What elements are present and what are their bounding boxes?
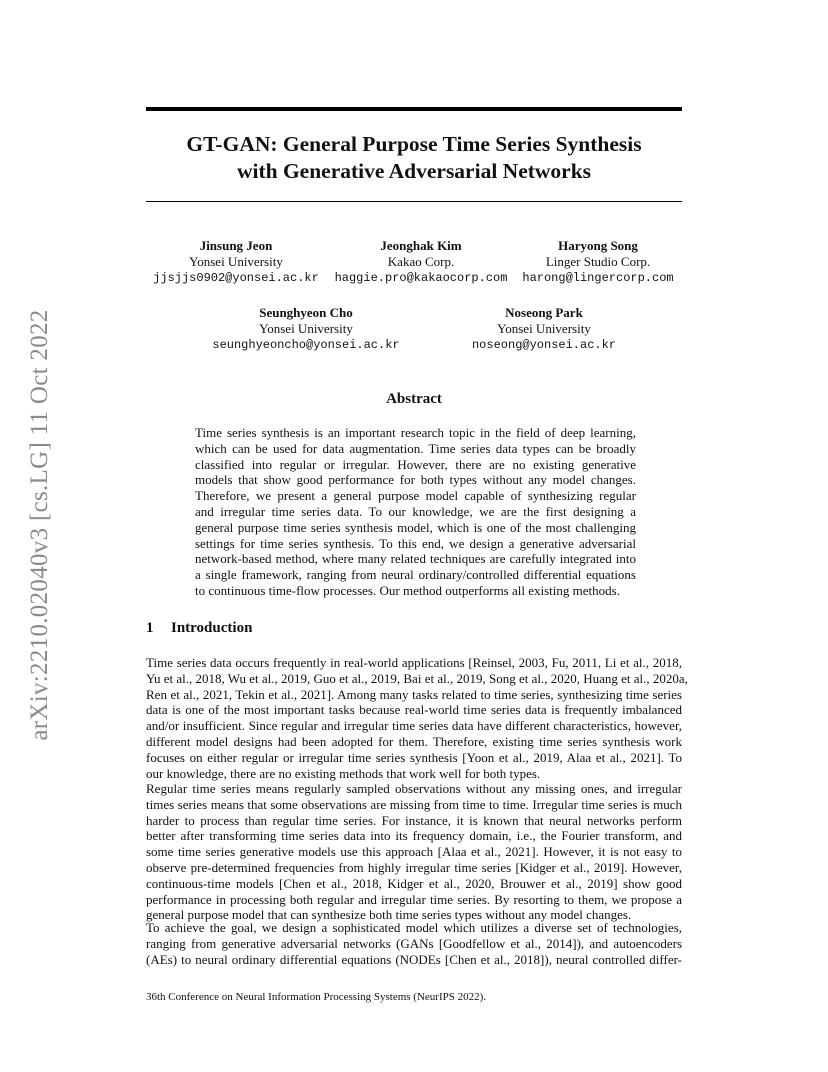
abstract-line: classified into regular or irregular. However, there are no existing generative bbox=[195, 456, 636, 472]
abstract-line: and irregular time series data. To our knowledge, we are the first designing a bbox=[195, 503, 636, 519]
author-email[interactable]: jjsjjs0902@yonsei.ac.kr bbox=[153, 271, 319, 285]
paragraph-line: To achieve the goal, we design a sophisticated model which utilizes a diverse set of technologies, bbox=[146, 920, 682, 935]
abstract-line: settings for time series synthesis. To this end, we design a generative adversarial bbox=[195, 535, 636, 551]
conference-footnote: 36th Conference on Neural Information Processing Systems (NeurIPS 2022). bbox=[146, 991, 487, 1003]
paper-title bbox=[146, 131, 682, 185]
paragraph-line: Yu et al., 2018, Wu et al., 2019, Guo et al., 2019, Bai et al., 2019, Song et al., 2020, Huang et al., 2020a, bbox=[146, 670, 688, 686]
abstract-line: Therefore, we present a general purpose model capable of synthesizing regular bbox=[195, 488, 636, 504]
author-affiliation: Yonsei University bbox=[259, 321, 353, 336]
author-name: Jeonghak Kim bbox=[380, 238, 462, 253]
author-email[interactable]: haggie.pro@kakaocorp.com bbox=[334, 271, 508, 285]
paragraph-line: Ren et al., 2021, Tekin et al., 2021]. Among many tasks related to time series, synthesizing time series bbox=[146, 686, 682, 702]
author-name: Jinsung Jeon bbox=[199, 238, 273, 253]
abstract-line: general purpose time series synthesis model, which is one of the most challenging bbox=[195, 519, 636, 535]
intro-paragraph-2 bbox=[146, 781, 682, 923]
abstract-line: network-based method, where many related techniques are carefully integrated into bbox=[195, 551, 636, 567]
abstract-line: models that show good performance for both types without any model changes. bbox=[195, 472, 636, 488]
author-email[interactable]: harong@lingercorp.com bbox=[522, 271, 674, 285]
arxiv-stamp-text: arXiv:2210.02040v3 [cs.LG] 11 Oct 2022 bbox=[25, 309, 53, 741]
author-affiliation: Linger Studio Corp. bbox=[545, 254, 651, 269]
title-top-rule bbox=[146, 107, 682, 111]
paragraph-line: general purpose model that can synthesize both time series types without any model changes. bbox=[146, 907, 632, 923]
intro-paragraph-1 bbox=[146, 655, 688, 781]
author-block bbox=[514, 238, 682, 286]
author-affiliation: Yonsei University bbox=[189, 254, 283, 269]
author-block bbox=[444, 305, 644, 353]
abstract-heading: Abstract bbox=[386, 391, 442, 407]
title-line: with Generative Adversarial Networks bbox=[236, 159, 592, 183]
paragraph-line: ranging from generative adversarial networks (GANs [Goodfellow et al., 2014]), and autoencoders bbox=[146, 935, 682, 951]
paragraph-line: better after transforming time series data into its frequency domain, i.e., the Fourier transform, and bbox=[146, 828, 682, 844]
paragraph-line: focuses on either regular or irregular time series synthesis [Yoon et al., 2019, Alaa et al., 2021]. To bbox=[146, 749, 682, 765]
abstract-line: a single framework, ranging from neural ordinary/controlled differential equations bbox=[195, 567, 636, 583]
author-email[interactable]: noseong@yonsei.ac.kr bbox=[471, 338, 617, 352]
author-name: Noseong Park bbox=[505, 305, 583, 320]
abstract-line: to continuous time-flow processes. Our method outperforms all existing methods. bbox=[195, 582, 620, 598]
paragraph-line: harder to process than regular time series. For instance, it is known that neural networks perform bbox=[146, 812, 682, 828]
author-email[interactable]: seunghyeoncho@yonsei.ac.kr bbox=[212, 338, 400, 352]
author-block bbox=[332, 238, 510, 286]
author-block bbox=[206, 305, 406, 353]
abstract-line: Time series synthesis is an important research topic in the field of deep learning, bbox=[195, 425, 636, 440]
paragraph-line: continuous-time models [Chen et al., 2018, Kidger et al., 2020, Brouwer et al., 2019] show good bbox=[146, 875, 682, 891]
paragraph-line: data is one of the most important tasks because real-world time series data is frequently imbalanced bbox=[146, 702, 682, 718]
title-bottom-rule bbox=[146, 201, 682, 202]
paragraph-line: different model designs had been adopted for them. Therefore, existing time series synthesis work bbox=[146, 733, 682, 749]
author-affiliation: Kakao Corp. bbox=[387, 254, 455, 269]
intro-paragraph-3 bbox=[146, 920, 682, 967]
author-affiliation: Yonsei University bbox=[497, 321, 591, 336]
paragraph-line: Time series data occurs frequently in real-world applications [Reinsel, 2003, Fu, 2011, Li et al., 2018, bbox=[146, 655, 682, 670]
arxiv-stamp bbox=[25, 290, 54, 760]
paragraph-line: our knowledge, there are no existing methods that work well for both types. bbox=[146, 765, 541, 781]
paragraph-line: performance in processing both regular and irregular time series. By resorting to them, we propose a bbox=[146, 891, 682, 907]
paragraph-line: times series means that some observations are missing from time to time. Irregular time series is much bbox=[146, 796, 682, 812]
paragraph-line: (AEs) to neural ordinary differential equations (NODEs [Chen et al., 2018]), neural controlled differ- bbox=[146, 951, 682, 967]
author-name: Seunghyeon Cho bbox=[259, 305, 353, 320]
section-title: Introduction bbox=[171, 620, 253, 636]
paragraph-line: Regular time series means regularly sampled observations without any missing ones, and irregular bbox=[146, 781, 682, 796]
author-name: Haryong Song bbox=[558, 238, 638, 253]
abstract-line: which can be used for data augmentation. Time series data types can be broadly bbox=[195, 440, 636, 456]
section-number: 1 bbox=[146, 620, 154, 636]
section-heading-introduction bbox=[146, 619, 252, 637]
paragraph-line: observe pre-determined frequencies from highly irregular time series [Kidger et al., 2019]. However, bbox=[146, 859, 682, 875]
paragraph-line: and/or insufficient. Since regular and irregular time series data have different characteristics, however, bbox=[146, 718, 682, 734]
abstract-body bbox=[195, 425, 636, 599]
title-line: GT-GAN: General Purpose Time Series Synthesis bbox=[186, 132, 642, 156]
author-block bbox=[146, 238, 326, 286]
paragraph-line: some time series generative models use this approach [Alaa et al., 2021]. However, it is not easy to bbox=[146, 844, 682, 860]
